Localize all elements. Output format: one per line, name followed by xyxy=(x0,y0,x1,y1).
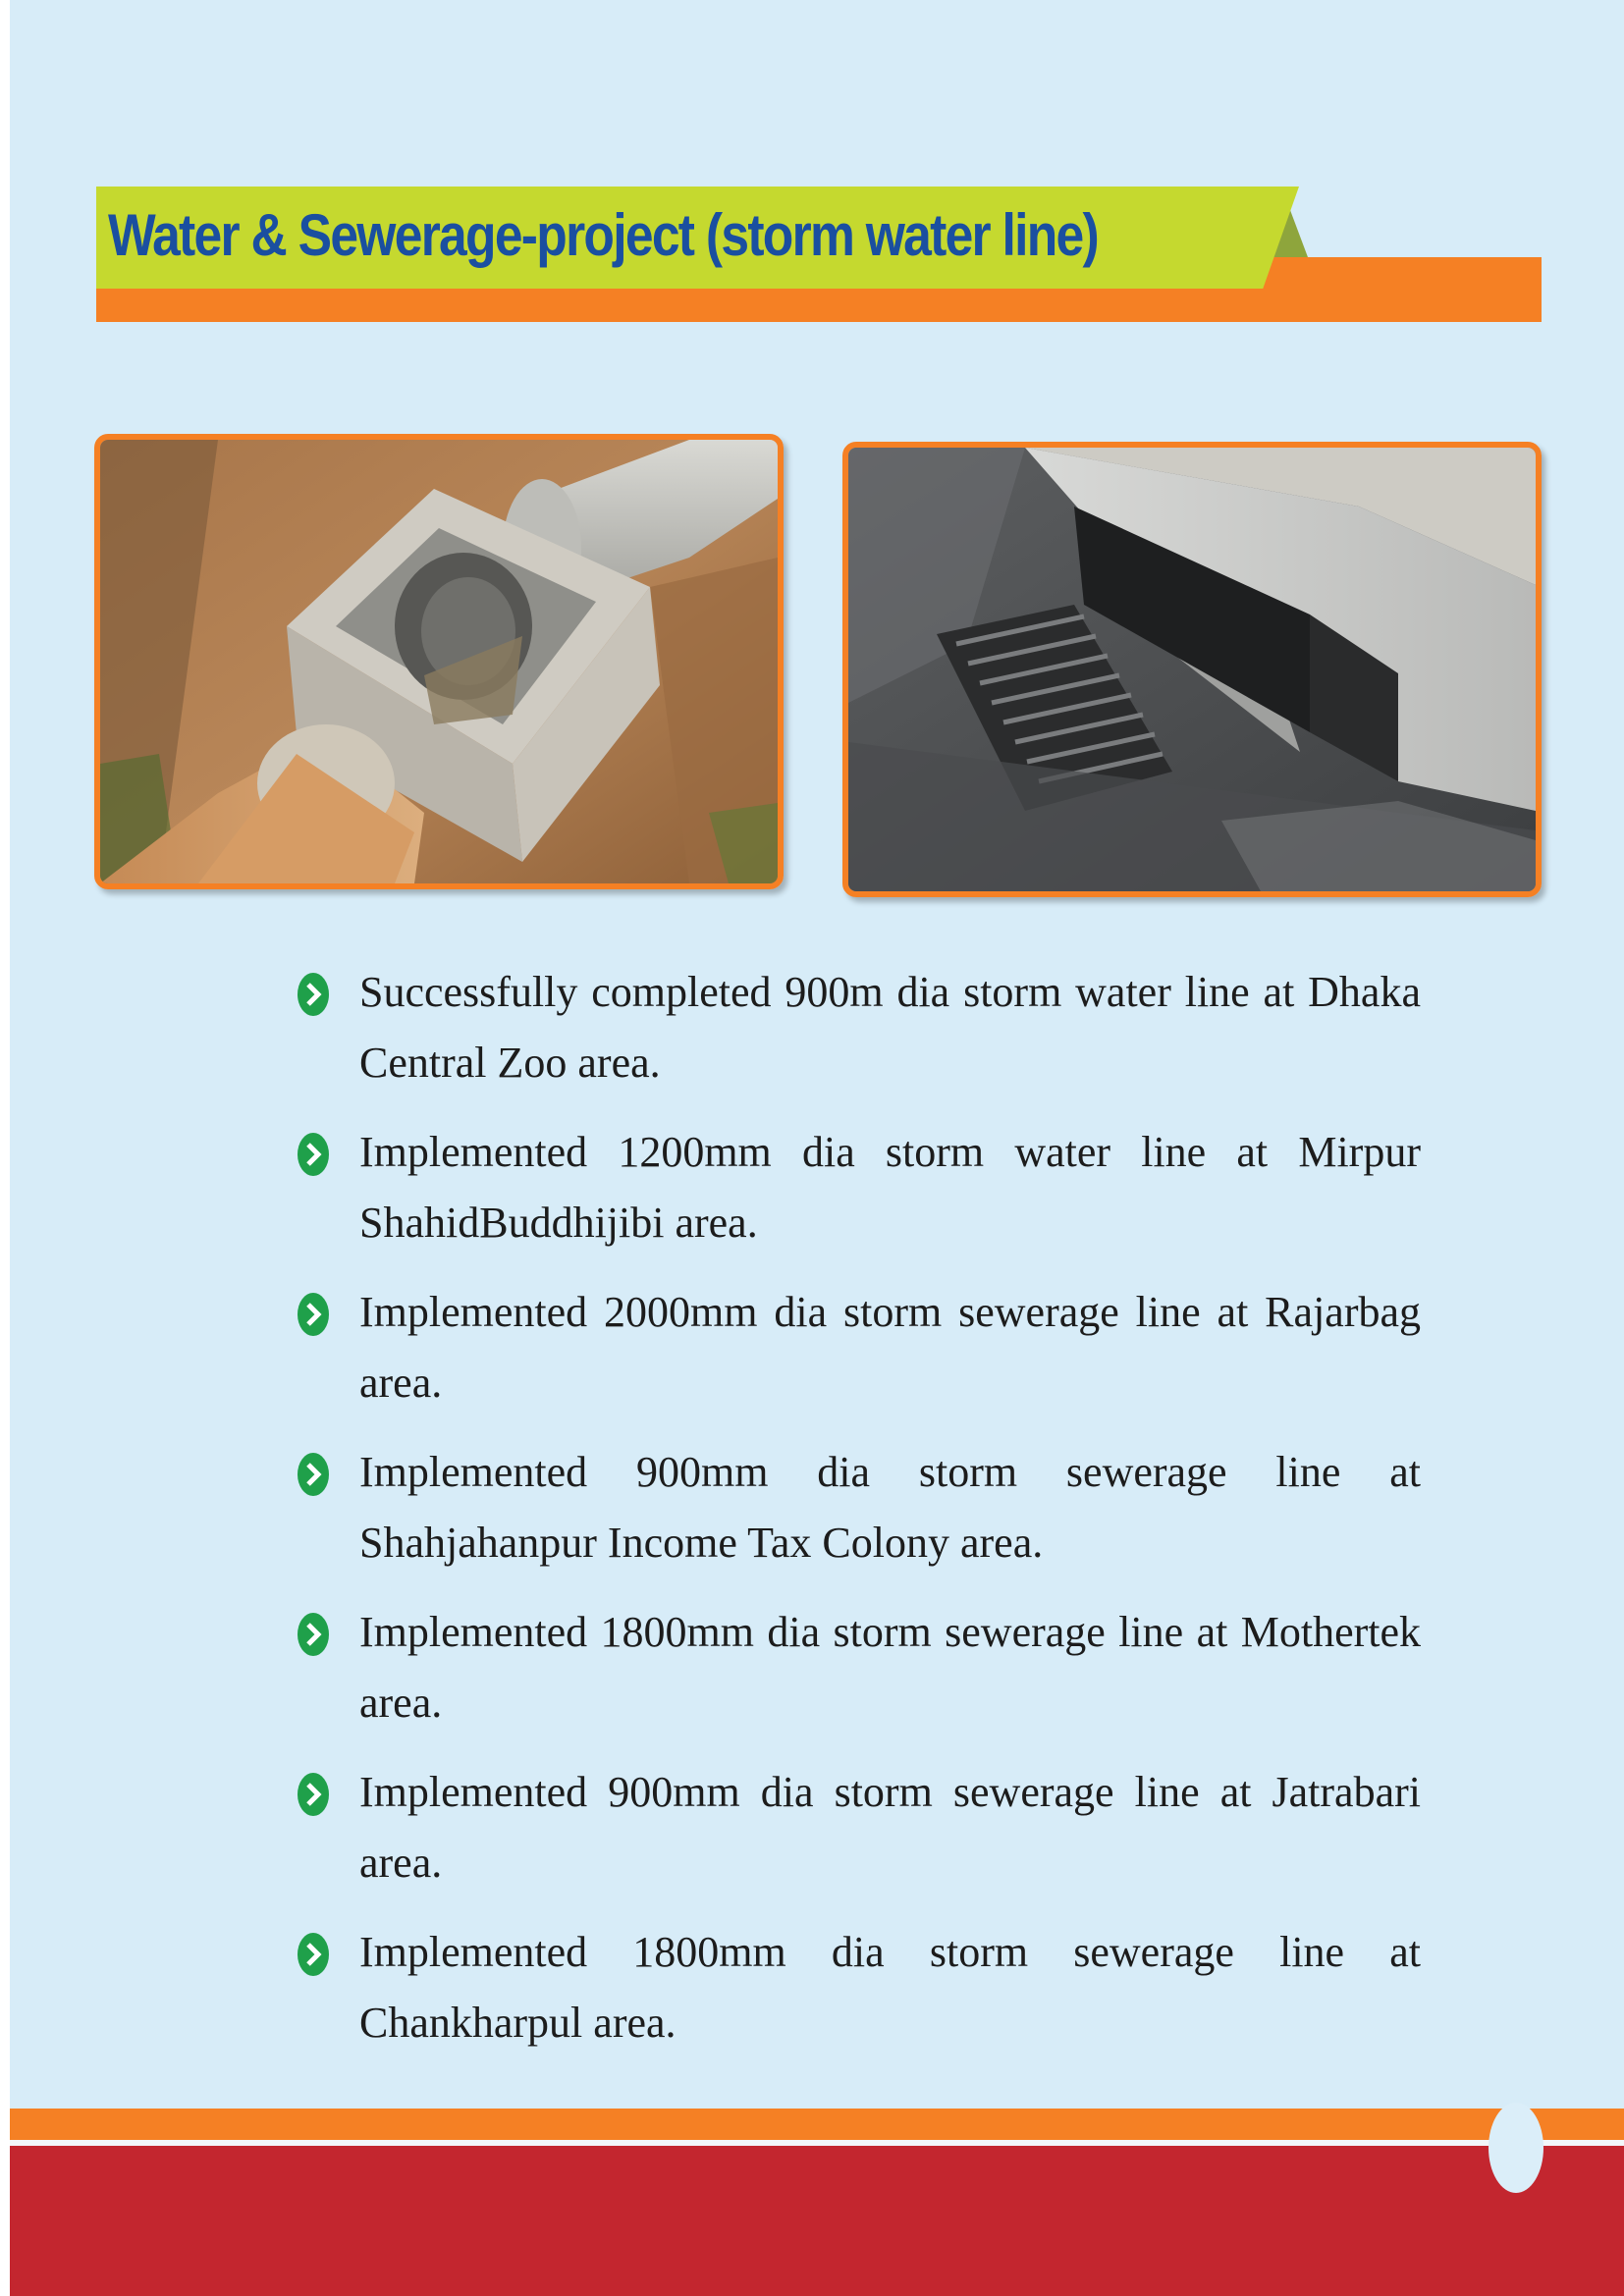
list-item xyxy=(297,1757,1421,1917)
chevron-bullet-icon xyxy=(297,1771,330,1818)
list-item-text: Implemented 1800mm dia storm sewerage line at Chankharpul area. xyxy=(359,1928,1421,2047)
pipe-junction-photo xyxy=(94,434,784,889)
list-item-text: Implemented 2000mm dia storm sewerage line at Rajarbag area. xyxy=(359,1288,1421,1407)
footer-band xyxy=(10,2146,1624,2296)
page-number-marker xyxy=(1489,2103,1543,2193)
footer-accent-bar xyxy=(10,2109,1624,2140)
list-item-text: Implemented 900mm dia storm sewerage line at Jatrabari area. xyxy=(359,1768,1421,1887)
page-title: Water & Sewerage-project (storm water line) xyxy=(108,202,1099,268)
chevron-bullet-icon xyxy=(297,1931,330,1978)
storm-drain-photo xyxy=(842,442,1542,897)
storm-drain-grate-icon xyxy=(848,448,1536,891)
chevron-bullet-icon xyxy=(297,1131,330,1178)
list-item xyxy=(297,1597,1421,1757)
list-item xyxy=(297,1117,1421,1277)
pipe-junction-icon xyxy=(100,440,778,883)
chevron-bullet-icon xyxy=(297,971,330,1018)
list-item xyxy=(297,957,1421,1117)
project-list xyxy=(297,957,1421,2077)
list-item xyxy=(297,1437,1421,1597)
list-item-text: Implemented 900mm dia storm sewerage line at Shahjahanpur Income Tax Colony area. xyxy=(359,1448,1421,1567)
chevron-bullet-icon xyxy=(297,1291,330,1338)
chevron-bullet-icon xyxy=(297,1451,330,1498)
list-item xyxy=(297,1277,1421,1437)
list-item-text: Implemented 1200mm dia storm water line at Mirpur ShahidBuddhijibi area. xyxy=(359,1128,1421,1247)
list-item xyxy=(297,1917,1421,2077)
list-item-text: Successfully completed 900m dia storm water line at Dhaka Central Zoo area. xyxy=(359,968,1421,1087)
chevron-bullet-icon xyxy=(297,1611,330,1658)
list-item-text: Implemented 1800mm dia storm sewerage line at Mothertek area. xyxy=(359,1608,1421,1727)
page xyxy=(10,0,1624,2296)
